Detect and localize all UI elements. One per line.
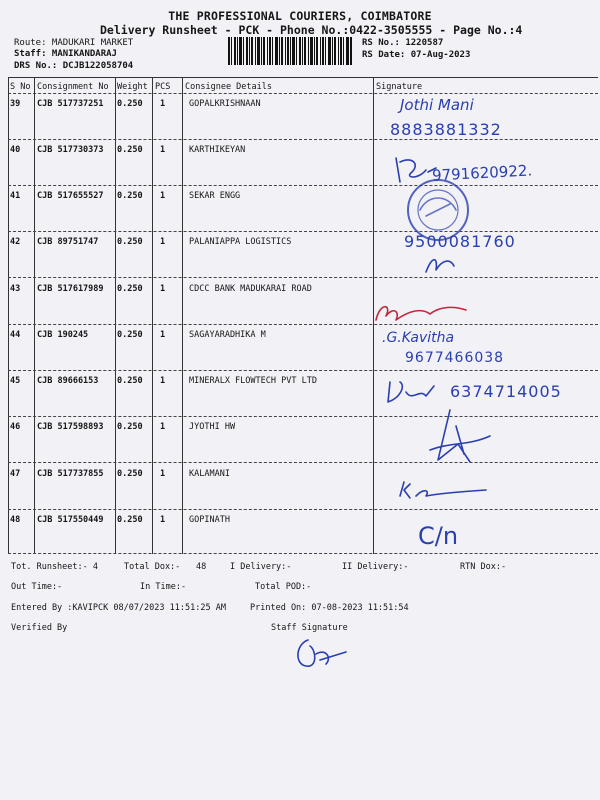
- header-signature: Signature: [376, 82, 423, 92]
- i-delivery: I Delivery:-: [230, 562, 292, 572]
- handwritten-phone: 9677466038: [405, 350, 505, 366]
- barcode: [228, 37, 352, 65]
- row-divider: [8, 185, 598, 186]
- table-bottom-border: [8, 553, 598, 554]
- row-weight: 0.250: [117, 191, 143, 201]
- rtn-dox: RTN Dox:-: [460, 562, 507, 572]
- row-consignee: GOPALKRISHNAAN: [189, 99, 261, 109]
- handwritten-phone: 9500081760: [404, 232, 516, 251]
- row-pcs: 1: [160, 191, 166, 201]
- row-consignment: CJB 517617989: [37, 284, 104, 294]
- header-weight: Weight: [117, 82, 148, 92]
- row-pcs: 1: [160, 515, 166, 525]
- row-consignment: CJB 517598893: [37, 422, 104, 432]
- row-sno: 48: [10, 515, 21, 525]
- row-sno: 43: [10, 284, 21, 294]
- row-consignment: CJB 190245: [37, 330, 89, 340]
- row-pcs: 1: [160, 145, 166, 155]
- row-weight: 0.250: [117, 99, 143, 109]
- row-consignment: CJB 517550449: [37, 515, 104, 525]
- row-weight: 0.250: [117, 376, 143, 386]
- total-dox-label: Total Dox:-: [124, 562, 181, 572]
- rs-number: RS No.: 1220587: [362, 38, 444, 48]
- row-sno: 46: [10, 422, 21, 432]
- header-pcs: PCS: [155, 82, 171, 92]
- row-consignment: CJB 517730373: [37, 145, 104, 155]
- total-pod: Total POD:-: [255, 582, 312, 592]
- row-consignment: CJB 89751747: [37, 237, 99, 247]
- handwritten-phone: 9791620922.: [431, 161, 533, 185]
- row-consignee: CDCC BANK MADUKARAI ROAD: [189, 284, 312, 294]
- runsheet-table: [8, 77, 598, 554]
- row-consignee: KALAMANI: [189, 469, 230, 479]
- row-consignment: CJB 89666153: [37, 376, 99, 386]
- row-consignment: CJB 517655527: [37, 191, 104, 201]
- company-title: THE PROFESSIONAL COURIERS, COIMBATORE: [168, 9, 432, 23]
- table-top-border: [8, 77, 598, 78]
- row-sno: 42: [10, 237, 21, 247]
- row-consignment: CJB 517737251: [37, 99, 104, 109]
- row-pcs: 1: [160, 284, 166, 294]
- in-time: In Time:-: [140, 582, 187, 592]
- row-divider: [8, 509, 598, 510]
- row-sno: 40: [10, 145, 21, 155]
- signature-row47: [396, 478, 496, 504]
- row-divider: [8, 324, 598, 325]
- verified-by: Verified By: [11, 623, 68, 633]
- row-consignment: CJB 517737855: [37, 469, 104, 479]
- header-consignee: Consignee Details: [185, 82, 272, 92]
- row-sno: 44: [10, 330, 21, 340]
- row-consignee: GOPINATH: [189, 515, 230, 525]
- entered-by: Entered By :KAVIPCK 08/07/2023 11:51:25 AM: [11, 603, 226, 613]
- col-divider: [152, 77, 153, 554]
- row-divider: [8, 277, 598, 278]
- ii-delivery: II Delivery:-: [342, 562, 409, 572]
- signature-row46: [420, 406, 510, 466]
- row-weight: 0.250: [117, 237, 143, 247]
- col-divider: [8, 77, 9, 554]
- row-weight: 0.250: [117, 422, 143, 432]
- handwritten-note: C/n: [418, 522, 459, 550]
- row-consignee: SAGAYARADHIKA M: [189, 330, 266, 340]
- row-weight: 0.250: [117, 145, 143, 155]
- row-sno: 45: [10, 376, 21, 386]
- staff-signature: [286, 634, 356, 674]
- signature-row43: [370, 292, 480, 332]
- header-sno: S No: [10, 82, 31, 92]
- total-runsheet: Tot. Runsheet:- 4: [11, 562, 98, 572]
- row-pcs: 1: [160, 469, 166, 479]
- runsheet-title: Delivery Runsheet - PCK - Phone No.:0422-3505555 - Page No.:4: [100, 23, 523, 37]
- row-weight: 0.250: [117, 284, 143, 294]
- out-time: Out Time:-: [11, 582, 63, 592]
- row-weight: 0.250: [117, 515, 143, 525]
- row-sno: 47: [10, 469, 21, 479]
- row-pcs: 1: [160, 330, 166, 340]
- total-dox-value: 48: [196, 562, 207, 572]
- rs-date: RS Date: 07-Aug-2023: [362, 50, 471, 60]
- row-pcs: 1: [160, 422, 166, 432]
- handwritten-phone: 6374714005: [450, 382, 562, 401]
- signature-row42: [420, 248, 460, 278]
- row-consignee: KARTHIKEYAN: [189, 145, 246, 155]
- row-pcs: 1: [160, 237, 166, 247]
- signature-row45: [382, 376, 442, 406]
- drs-number: DRS No.: DCJB122058704: [14, 61, 134, 71]
- row-sno: 39: [10, 99, 21, 109]
- header-consignment: Consignment No: [37, 82, 109, 92]
- staff-signature-label: Staff Signature: [271, 623, 348, 633]
- route-label: Route: MADUKARI MARKET: [14, 38, 134, 48]
- handwritten-phone: 8883881332: [390, 120, 502, 139]
- row-weight: 0.250: [117, 330, 143, 340]
- row-consignee: MINERALX FLOWTECH PVT LTD: [189, 376, 317, 386]
- row-sno: 41: [10, 191, 21, 201]
- printed-on: Printed On: 07-08-2023 11:51:54: [250, 603, 409, 613]
- row-consignee: SEKAR ENGG: [189, 191, 241, 201]
- row-consignee: PALANIAPPA LOGISTICS: [189, 237, 292, 247]
- table-header-divider: [8, 93, 598, 94]
- handwritten-name: Jothi Mani: [400, 96, 474, 114]
- staff-label: Staff: MANIKANDARAJ: [14, 49, 117, 59]
- row-divider: [8, 139, 598, 140]
- row-pcs: 1: [160, 99, 166, 109]
- col-divider: [182, 77, 183, 554]
- row-divider: [8, 370, 598, 371]
- row-weight: 0.250: [117, 469, 143, 479]
- row-consignee: JYOTHI HW: [189, 422, 236, 432]
- col-divider: [34, 77, 35, 554]
- row-pcs: 1: [160, 376, 166, 386]
- col-divider: [115, 77, 116, 554]
- handwritten-name: .G.Kavitha: [382, 330, 455, 346]
